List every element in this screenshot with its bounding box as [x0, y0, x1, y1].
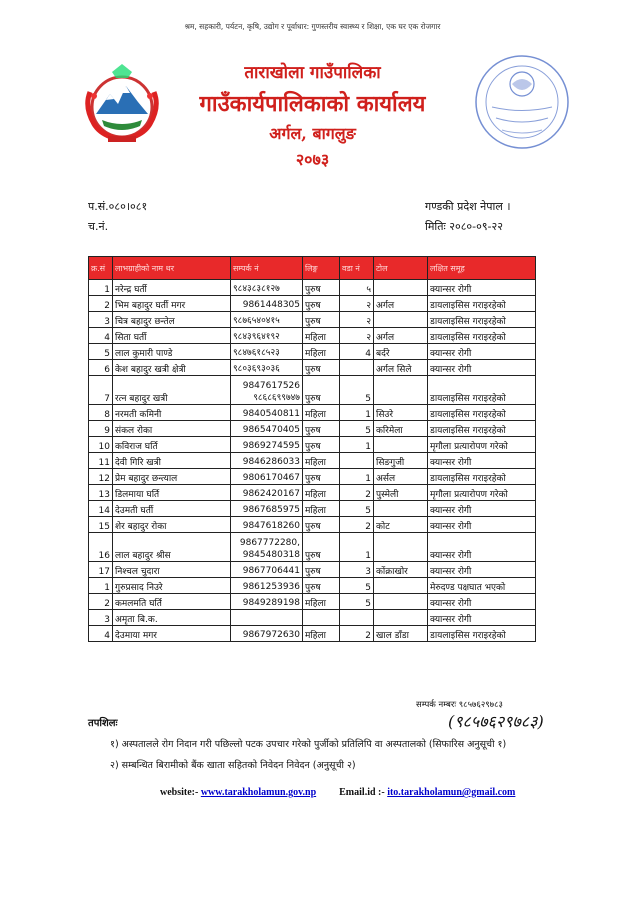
row-sn: 16 [89, 533, 113, 562]
gender: पुरुष [303, 280, 340, 296]
beneficiary-name: देउमाया मगर [113, 626, 231, 642]
target-group: क्यान्सर रोगी [428, 280, 536, 296]
row-sn: 10 [89, 437, 113, 453]
target-group: डायलाइसिस गराइरहेको [428, 376, 536, 405]
website-label: website:- [160, 787, 199, 798]
tole [374, 312, 428, 328]
table-row [89, 312, 536, 328]
office-location: अर्गल, बागलुङ [269, 124, 356, 143]
tole: अर्गल [374, 296, 428, 312]
note-item: २) सम्बन्धित बिरामीको बैंक खाता सहितको निवेदन निवेदन (अनुसूची २) [110, 760, 356, 771]
slogan: श्रम, सहकारी, पर्यटन, कृषि, उद्योग र पूर्वाधार: गुणस्तरीय स्वास्थ्य र शिक्षा, एक घर एक रोजगार [184, 22, 441, 31]
footer-contacts [160, 787, 515, 798]
row-sn: 11 [89, 453, 113, 469]
ward-number: 1 [340, 405, 374, 421]
table-row [89, 376, 536, 405]
gender: पुरुष [303, 421, 340, 437]
row-sn: 4 [89, 626, 113, 642]
table-header-row [89, 257, 536, 280]
gender: महिला [303, 501, 340, 517]
established-year: २०७३ [295, 150, 330, 169]
ward-number: 4 [340, 344, 374, 360]
beneficiary-name: प्रेम बहादुर छन्त्याल [113, 469, 231, 485]
tole: कोंक्राखोर [374, 562, 428, 578]
row-sn: 3 [89, 610, 113, 626]
tole [374, 437, 428, 453]
table-row [89, 517, 536, 533]
target-group: डायलाइसिस गराइरहेको [428, 296, 536, 312]
gender: महिला [303, 626, 340, 642]
gender: महिला [303, 405, 340, 421]
ward-number: 5 [340, 578, 374, 594]
tole: सिउरे [374, 405, 428, 421]
gender: महिला [303, 453, 340, 469]
contact-number: 9847618260 [231, 517, 303, 533]
row-sn: 7 [89, 376, 113, 405]
target-group: डायलाइसिस गराइरहेको [428, 421, 536, 437]
ward-number: 5 [340, 501, 374, 517]
contact-number: 9849289198 [231, 594, 303, 610]
ward-number [340, 360, 374, 376]
tole: सिङगुजी [374, 453, 428, 469]
table-row [89, 594, 536, 610]
header-phone: सम्पर्क नं [231, 257, 303, 280]
contact-number: 9867685975 [231, 501, 303, 517]
beneficiary-name: लाल बहादुर श्रीस [113, 533, 231, 562]
beneficiary-name: नरमती कमिनी [113, 405, 231, 421]
row-sn: 4 [89, 328, 113, 344]
target-group: डायलाइसिस गराइरहेको [428, 328, 536, 344]
row-sn: 5 [89, 344, 113, 360]
tole [374, 578, 428, 594]
row-sn: 3 [89, 312, 113, 328]
beneficiary-name: निश्चल चुदारा [113, 562, 231, 578]
notes-title: तपशिलः [88, 718, 118, 729]
table-row [89, 405, 536, 421]
row-sn: 1 [89, 280, 113, 296]
ref-number: प.सं.०८०।०८१ [88, 200, 148, 213]
contact-number: 9867706441 [231, 562, 303, 578]
tole: खाल डाँडा [374, 626, 428, 642]
office-name: ताराखोला गाउँपालिका [244, 63, 381, 83]
table-row [89, 437, 536, 453]
row-sn: 9 [89, 421, 113, 437]
target-group: क्यान्सर रोगी [428, 501, 536, 517]
tole: अर्गल सिले [374, 360, 428, 376]
ward-number: 5 [340, 421, 374, 437]
table-row [89, 296, 536, 312]
header-ward: वडा नं [340, 257, 374, 280]
email-link[interactable]: ito.tarakholamun@gmail.com [387, 787, 516, 798]
beneficiary-name: संकल रोका [113, 421, 231, 437]
ward-number: २ [340, 328, 374, 344]
tole [374, 594, 428, 610]
ward-number [340, 453, 374, 469]
table-row [89, 421, 536, 437]
tole: करिमेला [374, 421, 428, 437]
beneficiary-name: कमलमति घर्ति [113, 594, 231, 610]
header-group: लक्षित समूह [428, 257, 536, 280]
contact-number: 9865470405 [231, 421, 303, 437]
target-group: डायलाइसिस गराइरहेको [428, 312, 536, 328]
contact-number: 9846286033 [231, 453, 303, 469]
beneficiary-name: केश बहादुर खत्री क्षेत्री [113, 360, 231, 376]
target-group: डायलाइसिस गराइरहेको [428, 469, 536, 485]
beneficiary-table [88, 256, 536, 642]
ward-number: ५ [340, 280, 374, 296]
gender: पुरुष [303, 469, 340, 485]
row-sn: 13 [89, 485, 113, 501]
contact-number: ९८०३६९३०३६ [231, 360, 303, 376]
header-gender: लिङ्ग [303, 257, 340, 280]
target-group: क्यान्सर रोगी [428, 344, 536, 360]
contact-number: 9869274595 [231, 437, 303, 453]
row-sn: 14 [89, 501, 113, 517]
gender [303, 610, 340, 626]
office-title: गाउँकार्यपालिकाको कार्यालय [199, 91, 426, 117]
table-row [89, 328, 536, 344]
gender: पुरुष [303, 437, 340, 453]
tole [374, 376, 428, 405]
contact-number: 9861448305 [231, 296, 303, 312]
table-row [89, 453, 536, 469]
tole: पुस्मेली [374, 485, 428, 501]
beneficiary-name: डिलमाया घर्ति [113, 485, 231, 501]
gender: पुरुष [303, 578, 340, 594]
row-sn: 12 [89, 469, 113, 485]
row-sn: 8 [89, 405, 113, 421]
ward-number: 2 [340, 626, 374, 642]
target-group: क्यान्सर रोगी [428, 533, 536, 562]
contact-number: 9806170467 [231, 469, 303, 485]
target-group: डायलाइसिस गराइरहेको [428, 405, 536, 421]
row-sn: 17 [89, 562, 113, 578]
target-group: क्यान्सर रोगी [428, 360, 536, 376]
contact-number: 9847617526 ९८६८६९९७४७ [231, 376, 303, 405]
header-sn: क्र.सं [89, 257, 113, 280]
target-group: क्यान्सर रोगी [428, 610, 536, 626]
target-group: मृगौला प्रत्यारोपण गरेको [428, 485, 536, 501]
beneficiary-name: रत्न बहादुर खत्री [113, 376, 231, 405]
row-sn: 15 [89, 517, 113, 533]
tole: कोट [374, 517, 428, 533]
tole: अर्सल [374, 469, 428, 485]
gender: महिला [303, 344, 340, 360]
row-sn: 1 [89, 578, 113, 594]
table-row [89, 578, 536, 594]
tole [374, 610, 428, 626]
contact-number: ९८४७६१८५२३ [231, 344, 303, 360]
contact-number [231, 610, 303, 626]
beneficiary-name: सिता घर्ती [113, 328, 231, 344]
tole [374, 280, 428, 296]
table-row [89, 610, 536, 626]
beneficiary-name: नरेन्द्र घर्ती [113, 280, 231, 296]
email-label: Email.id :- [339, 787, 385, 798]
ward-number: 5 [340, 376, 374, 405]
target-group: मेरुदण्ड पक्षघात भएको [428, 578, 536, 594]
table-row [89, 533, 536, 562]
gender: पुरुष [303, 360, 340, 376]
beneficiary-name: गुरुप्रसाद निउरे [113, 578, 231, 594]
target-group: क्यान्सर रोगी [428, 517, 536, 533]
table-row [89, 344, 536, 360]
beneficiary-name: चित्र बहादुर छन्तेल [113, 312, 231, 328]
table-row [89, 626, 536, 642]
table-row [89, 485, 536, 501]
contact-number-handwritten: (९८५७६२९७८३) [448, 712, 544, 731]
ward-number: 2 [340, 517, 374, 533]
province-label: गण्डकी प्रदेश नेपाल । [425, 200, 511, 213]
tole: अर्गल [374, 328, 428, 344]
gender: पुरुष [303, 517, 340, 533]
header-name: लाभग्राहीको नाम थर [113, 257, 231, 280]
gender: पुरुष [303, 376, 340, 405]
contact-number: ९८४३९६४१९२ [231, 328, 303, 344]
gender: पुरुष [303, 312, 340, 328]
gender: महिला [303, 485, 340, 501]
beneficiary-name: देउमती घर्ती [113, 501, 231, 517]
contact-number: ९८४३८३८१२७ [231, 280, 303, 296]
contact-number: 9867972630 [231, 626, 303, 642]
target-group: मृगौला प्रत्यारोपण गरेको [428, 437, 536, 453]
table-row [89, 562, 536, 578]
tole [374, 501, 428, 517]
row-sn: 2 [89, 296, 113, 312]
beneficiary-name: अमृता बि.क. [113, 610, 231, 626]
table-row [89, 360, 536, 376]
target-group: क्यान्सर रोगी [428, 562, 536, 578]
table-row [89, 501, 536, 517]
gender: पुरुष [303, 533, 340, 562]
ward-number: २ [340, 312, 374, 328]
table-row [89, 280, 536, 296]
beneficiary-name: लाल कुमारी पाण्डे [113, 344, 231, 360]
gender: पुरुष [303, 562, 340, 578]
beneficiary-name: भिम बहादुर घर्ती मगर [113, 296, 231, 312]
website-link[interactable]: www.tarakholamun.gov.np [200, 787, 317, 798]
target-group: क्यान्सर रोगी [428, 594, 536, 610]
gender: पुरुष [303, 296, 340, 312]
ward-number: 1 [340, 533, 374, 562]
ward-number: 3 [340, 562, 374, 578]
table-row [89, 469, 536, 485]
tole [374, 533, 428, 562]
contact-number: 9862420167 [231, 485, 303, 501]
target-group: क्यान्सर रोगी [428, 453, 536, 469]
beneficiary-name: शेर बहादुर रोका [113, 517, 231, 533]
contact-number: 9861253936 [231, 578, 303, 594]
header-tole: टोल [374, 257, 428, 280]
row-sn: 2 [89, 594, 113, 610]
row-sn: 6 [89, 360, 113, 376]
dispatch-number: च.नं. [88, 220, 109, 233]
contact-number: 9840540811 [231, 405, 303, 421]
ward-number [340, 610, 374, 626]
ward-number: २ [340, 296, 374, 312]
contact-number: ९८७६५४०४१५ [231, 312, 303, 328]
tole: बर्दरे [374, 344, 428, 360]
ward-number: 1 [340, 469, 374, 485]
contact-number: 9867772280, 9845480318 [231, 533, 303, 562]
beneficiary-name: देवी गिरि खत्री [113, 453, 231, 469]
ward-number: 1 [340, 437, 374, 453]
target-group: डायलाइसिस गराइरहेको [428, 626, 536, 642]
ward-number: 2 [340, 485, 374, 501]
contact-number-label: सम्पर्क नम्बरः ९८५७६२९७८३ [416, 700, 503, 710]
letter-date: मितिः २०८०-०९-२२ [425, 220, 503, 233]
ward-number: 5 [340, 594, 374, 610]
gender: महिला [303, 594, 340, 610]
beneficiary-name: कविराज घर्ति [113, 437, 231, 453]
note-item: १) अस्पतालले रोग निदान गरी पछिल्लो पटक उपचार गरेको पुर्जीको प्रतिलिपि वा अस्पतालको (सिफारिस अनुसूची १) [110, 739, 507, 750]
gender: महिला [303, 328, 340, 344]
